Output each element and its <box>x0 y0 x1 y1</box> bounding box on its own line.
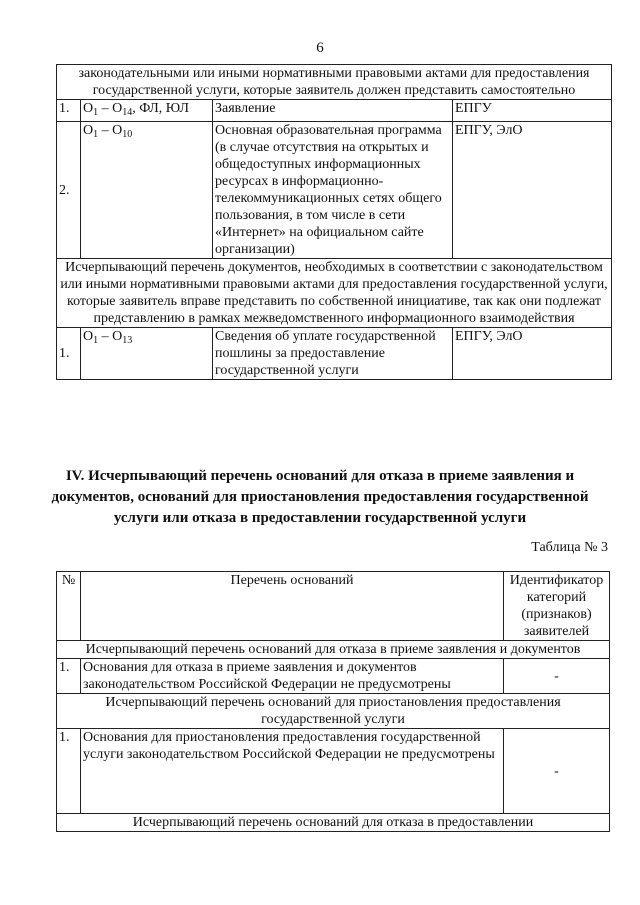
row-number: 1. <box>57 100 81 122</box>
ground-text: Основания для приостановления предоставления государственной услуги законодательством Российской Федерации не предусмотрены <box>81 729 504 814</box>
row-number: 1. <box>57 328 81 380</box>
table-row <box>57 729 610 814</box>
grounds-table <box>56 571 610 832</box>
section-header: Исчерпывающий перечень оснований для отказа в приеме заявления и документов <box>57 641 610 659</box>
table-row <box>57 328 612 380</box>
identifier-value: - <box>504 659 610 694</box>
table-row <box>57 65 612 100</box>
ground-text: Основания для отказа в приеме заявления и документов законодательством Российской Федерации не предусмотрены <box>81 659 504 694</box>
table-row <box>57 814 610 832</box>
submission-channel: ЕПГУ, ЭлО <box>453 328 612 380</box>
applicant-range: $O_1 - O_{14}$, ФЛ, ЮЛ <box>81 100 213 122</box>
row-number: 1. <box>57 729 81 814</box>
column-header-identifier: Идентификатор категорий (признаков) заявителей <box>504 572 610 641</box>
applicant-range: $O_1 - O_{10}$ <box>81 122 213 259</box>
section-header: Исчерпывающий перечень оснований для приостановления предоставления государственной услуги <box>57 694 610 729</box>
submission-channel: ЕПГУ <box>453 100 612 122</box>
section-header: Исчерпывающий перечень оснований для отказа в предоставлении <box>57 814 610 832</box>
applicant-range: $O_1 - O_{13}$ <box>81 328 213 380</box>
column-header-number: № <box>57 572 81 641</box>
section-header: Исчерпывающий перечень документов, необходимых в соответствии с законодательством или иными нормативными правовыми актами для предоставления государственной услуги, которые заявитель вправе представить по собственной инициативе, так как они подлежат представлению в рамках межведомственного информационного взаимодействия <box>57 259 612 328</box>
row-number: 2. <box>57 122 81 259</box>
section-heading: IV. Исчерпывающий перечень оснований для отказа в приеме заявления и документов, оснований для приостановления предоставления государственной услуги или отказа в предоставлении государственной услуги <box>51 468 589 526</box>
document-name: Заявление <box>213 100 453 122</box>
table-header-row <box>57 572 610 641</box>
table-row <box>57 641 610 659</box>
document-name: Сведения об уплате государственной пошлины за предоставление государственной услуги <box>213 328 453 380</box>
document-name: Основная образовательная программа (в случае отсутствия на открытых и общедоступных информационных ресурсах в информационно-телекоммуникационных сетях общего пользования, в том числе в сети «Интернет» на официальном сайте организации) <box>213 122 453 259</box>
column-header-reasons: Перечень оснований <box>81 572 504 641</box>
documents-table <box>56 64 612 380</box>
identifier-value: - <box>504 729 610 814</box>
table-row <box>57 659 610 694</box>
table-label: Таблица № 3 <box>531 540 608 555</box>
table-row <box>57 122 612 259</box>
table-row <box>57 100 612 122</box>
page-number: 6 <box>316 40 324 56</box>
table-row <box>57 259 612 328</box>
table-row <box>57 694 610 729</box>
row-number: 1. <box>57 659 81 694</box>
submission-channel: ЕПГУ, ЭлО <box>453 122 612 259</box>
section-intro: законодательными или иными нормативными правовыми актами для предоставления государственной услуги, которые заявитель должен представить самостоятельно <box>57 65 612 100</box>
